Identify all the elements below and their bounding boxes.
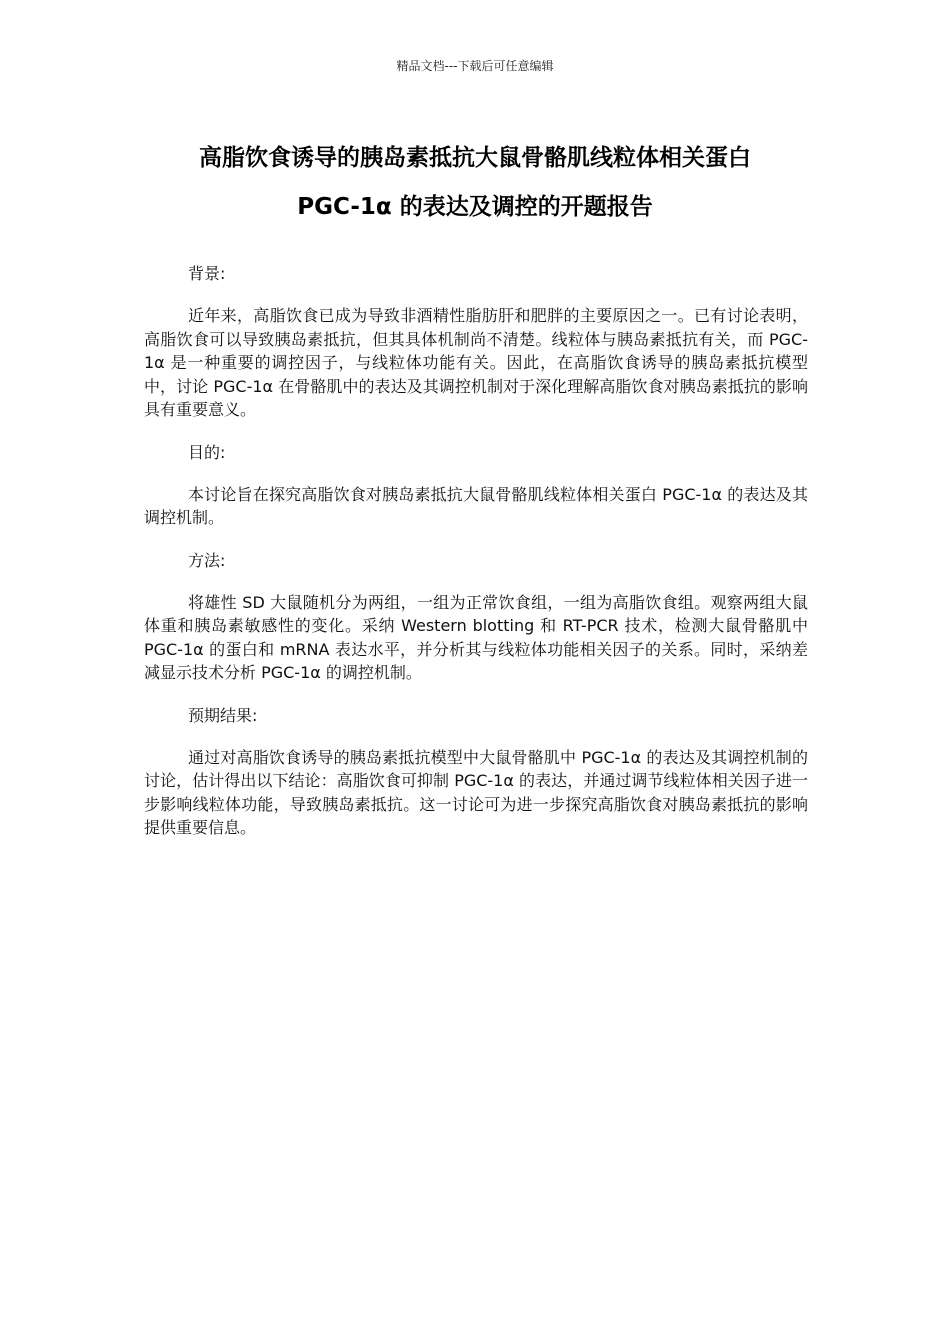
page-header: 精品文档---下载后可任意编辑: [396, 59, 554, 73]
section-heading-methods: 方法:: [188, 550, 226, 570]
section-body-background: 近年来，高脂饮食已成为导致非酒精性脂肪肝和肥胖的主要原因之一。已有讨论表明，高脂饮食可以导致胰岛素抵抗，但其具体机制尚不清楚。线粒体与胰岛素抵抗有关，而 PGC-1α 是一种重要的调控因子，与线粒体功能有关。因此，在高脂饮食诱导的胰岛素抵抗模型中，讨论 PGC-1α 在骨骼肌中的表达及其调控机制对于深化理解高脂饮食对胰岛素抵抗的影响具有重要意义。: [144, 306, 808, 419]
section-heading-purpose: 目的:: [188, 442, 226, 462]
section-body-expected-results: 通过对高脂饮食诱导的胰岛素抵抗模型中大鼠骨骼肌中 PGC-1α 的表达及其调控机制的讨论，估计得出以下结论：高脂饮食可抑制 PGC-1α 的表达，并通过调节线粒体相关因子进一步影响线粒体功能，导致胰岛素抵抗。这一讨论可为进一步探究高脂饮食对胰岛素抵抗的影响提供重要信息。: [144, 747, 808, 837]
section-heading-background: 背景:: [188, 264, 226, 283]
document-title-line-2: PGC-1α 的表达及调控的开题报告: [297, 194, 653, 220]
section-body-methods: 将雄性 SD 大鼠随机分为两组，一组为正常饮食组，一组为高脂饮食组。观察两组大鼠体重和胰岛素敏感性的变化。采纳 Western blotting 和 RT-PCR 技术，检测大鼠骨骼肌中 PGC-1α 的蛋白和 mRNA 表达水平，并分析其与线粒体功能相关因子的关系。同时，采纳差减显示技术分析 PGC-1α 的调控机制。: [144, 592, 808, 682]
section-heading-expected-results: 预期结果:: [188, 705, 258, 725]
document-title-line-1: 高脂饮食诱导的胰岛素抵抗大鼠骨骼肌线粒体相关蛋白: [199, 145, 751, 171]
document-body: [144, 262, 808, 859]
section-body-purpose: 本讨论旨在探究高脂饮食对胰岛素抵抗大鼠骨骼肌线粒体相关蛋白 PGC-1α 的表达及其调控机制。: [144, 484, 808, 527]
